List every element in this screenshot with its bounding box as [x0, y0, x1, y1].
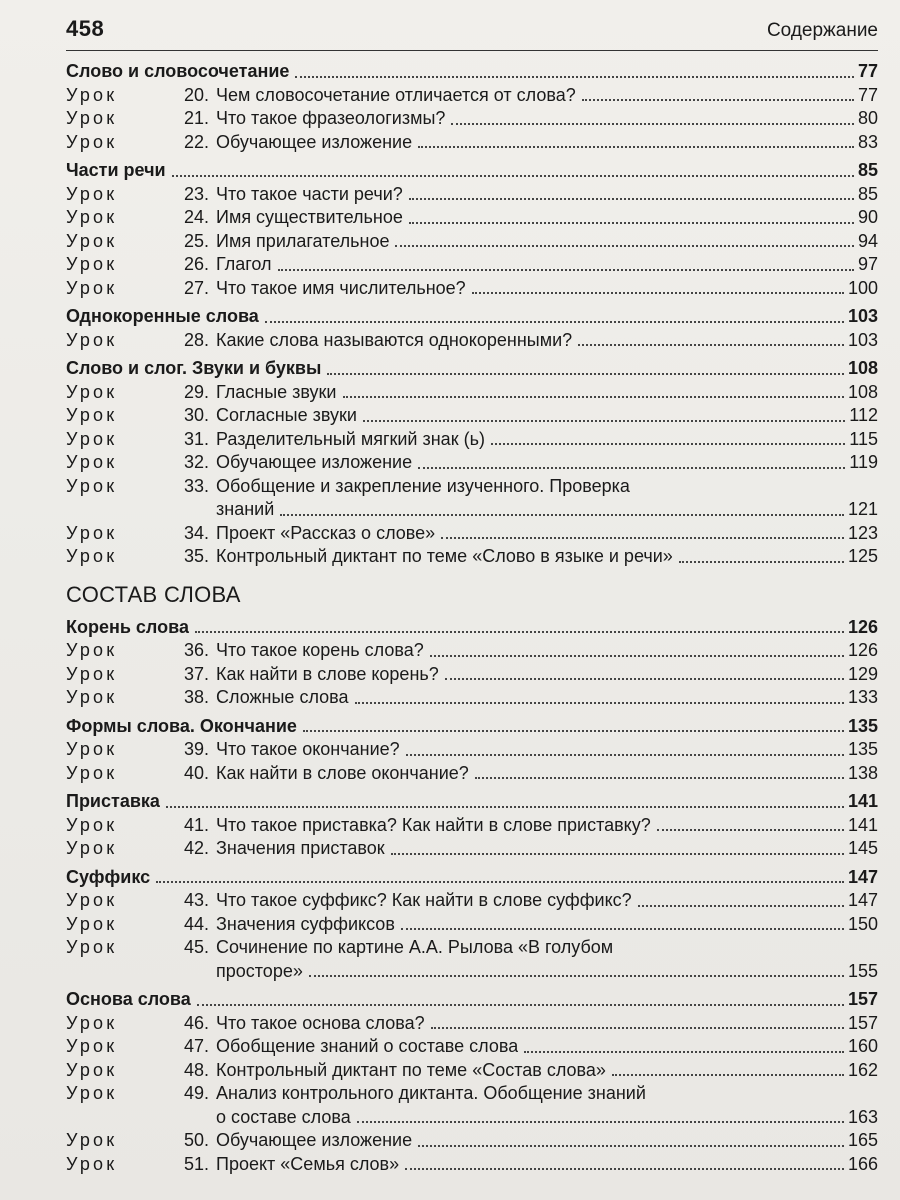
lesson-number: 50.: [184, 1130, 210, 1150]
lesson-label: Урок: [66, 183, 118, 204]
part-heading: [66, 579, 878, 611]
dot-leader: [166, 806, 844, 808]
lesson-label: Урок: [66, 277, 118, 298]
toc-lesson-entry[interactable]: [66, 206, 878, 230]
dot-leader: [172, 175, 854, 177]
lesson-number: 27.: [184, 277, 210, 298]
page-reference: 103: [847, 329, 878, 350]
dot-leader: [612, 1074, 844, 1076]
dot-leader: [418, 467, 845, 469]
lesson-number: 39.: [184, 739, 210, 759]
toc-lesson-entry[interactable]: [66, 545, 878, 569]
lesson-title-line2: о составе слова: [216, 1106, 351, 1127]
page-number: 458: [66, 16, 105, 41]
lesson-title: Что такое корень слова?: [216, 640, 424, 660]
lesson-number: 41.: [184, 814, 210, 835]
toc-lesson-entry[interactable]: [66, 1059, 878, 1083]
page-reference: 85: [857, 160, 878, 180]
dot-leader: [491, 443, 845, 445]
running-title: Содержание: [766, 20, 878, 41]
lesson-number: 33.: [184, 475, 210, 496]
lesson-number: 34.: [184, 522, 210, 543]
page-reference: 141: [847, 814, 878, 835]
lesson-title: Глагол: [216, 254, 272, 274]
dot-leader: [409, 222, 854, 224]
page-reference: 85: [857, 183, 878, 204]
page-reference: 145: [847, 838, 878, 858]
lesson-label: Урок: [66, 937, 118, 957]
lesson-label: Урок: [66, 687, 118, 707]
lesson-title: Анализ контрольного диктанта. Обобщение знаний: [216, 1083, 646, 1103]
lesson-label: Урок: [66, 108, 118, 128]
section-title: Основа слова: [66, 989, 191, 1009]
page-reference: 112: [849, 405, 878, 425]
toc-lesson-entry[interactable]: [66, 814, 878, 838]
page-reference: 94: [857, 230, 878, 251]
lesson-number: 24.: [184, 207, 210, 227]
section-title: Корень слова: [66, 616, 189, 637]
page-reference: 160: [847, 1036, 878, 1056]
page-reference: 138: [847, 762, 878, 783]
lesson-title: Обучающее изложение: [216, 452, 413, 472]
lesson-number: 21.: [184, 108, 210, 128]
lesson-title: Сложные слова: [216, 687, 349, 707]
section-title: Части речи: [66, 160, 166, 180]
lesson-number: 49.: [184, 1083, 210, 1103]
page-reference: 166: [847, 1153, 878, 1174]
lesson-title: Контрольный диктант по теме «Состав слова»: [216, 1059, 606, 1080]
lesson-number: 22.: [184, 131, 210, 152]
page-reference: 129: [847, 663, 878, 684]
lesson-title: Обучающее изложение: [216, 1130, 413, 1150]
page-reference: 135: [847, 739, 878, 759]
toc-lesson-entry[interactable]: [66, 107, 878, 131]
lesson-title: Обобщение и закрепление изученного. Проверка: [216, 475, 630, 496]
lesson-label: Урок: [66, 1083, 118, 1103]
page-reference: 150: [847, 913, 878, 934]
lesson-label: Урок: [66, 207, 118, 227]
toc-section-entry[interactable]: [66, 988, 878, 1012]
toc-lesson-entry[interactable]: [66, 663, 878, 687]
dot-leader: [524, 1051, 844, 1053]
lesson-number: 28.: [184, 329, 210, 350]
dot-leader: [578, 344, 844, 346]
page-reference: 108: [847, 358, 878, 378]
toc-lesson-entry[interactable]: [66, 1082, 878, 1106]
toc-lesson-entry[interactable]: [66, 131, 878, 155]
lesson-number: 31.: [184, 428, 210, 449]
dot-leader: [418, 146, 854, 148]
toc-lesson-entry[interactable]: [66, 183, 878, 207]
lesson-title: Значения суффиксов: [216, 913, 395, 934]
lesson-title: Какие слова называются однокоренными?: [216, 329, 573, 350]
dot-leader: [679, 561, 844, 563]
lesson-title: Сочинение по картине А.А. Рылова «В голубом: [216, 937, 614, 957]
toc-lesson-entry[interactable]: [66, 762, 878, 786]
lesson-title: Гласные звуки: [216, 381, 337, 402]
page-reference: 157: [847, 1012, 878, 1033]
page-reference: 77: [857, 84, 878, 105]
lesson-number: 20.: [184, 84, 210, 105]
lesson-label: Урок: [66, 381, 118, 402]
dot-leader: [280, 514, 844, 516]
lesson-label: Урок: [66, 838, 118, 858]
lesson-title: Что такое основа слова?: [216, 1012, 425, 1033]
lesson-title: Имя прилагательное: [216, 230, 390, 251]
toc-lesson-entry[interactable]: [66, 837, 878, 861]
page-reference: 126: [847, 616, 878, 637]
lesson-label: Урок: [66, 230, 118, 251]
toc-lesson-entry[interactable]: [66, 639, 878, 663]
lesson-number: 29.: [184, 381, 210, 402]
lesson-number: 37.: [184, 663, 210, 684]
page-reference: 83: [857, 131, 878, 152]
dot-leader: [406, 754, 844, 756]
lesson-label: Урок: [66, 84, 118, 105]
lesson-title-continuation[interactable]: [66, 960, 878, 984]
lesson-number: 47.: [184, 1036, 210, 1056]
lesson-label: Урок: [66, 1153, 118, 1174]
lesson-label: Урок: [66, 890, 118, 910]
section-title: Слово и словосочетание: [66, 61, 290, 81]
dot-leader: [657, 829, 844, 831]
lesson-label: Урок: [66, 1059, 118, 1080]
page-reference: 97: [857, 254, 878, 274]
page-reference: 163: [847, 1106, 878, 1127]
lesson-label: Урок: [66, 1012, 118, 1033]
part-title: СОСТАВ СЛОВА: [66, 581, 241, 607]
lesson-title: Проект «Семья слов»: [216, 1153, 400, 1174]
lesson-title-line2: знаний: [216, 499, 275, 519]
dot-leader: [357, 1121, 844, 1123]
toc-lesson-entry[interactable]: [66, 1035, 878, 1059]
lesson-label: Урок: [66, 1036, 118, 1056]
lesson-label: Урок: [66, 405, 118, 425]
dot-leader: [327, 373, 844, 375]
page-reference: 157: [847, 989, 878, 1009]
page-reference: 80: [857, 108, 878, 128]
section-title: Формы слова. Окончание: [66, 715, 297, 736]
toc-lesson-entry[interactable]: [66, 404, 878, 428]
lesson-title: Имя существительное: [216, 207, 403, 227]
dot-leader: [309, 975, 844, 977]
dot-leader: [197, 1004, 844, 1006]
section-title: Слово и слог. Звуки и буквы: [66, 358, 322, 378]
lesson-title-line2: просторе»: [216, 960, 303, 981]
dot-leader: [638, 905, 844, 907]
lesson-number: 42.: [184, 838, 210, 858]
page-reference: 90: [857, 207, 878, 227]
page-reference: 147: [847, 866, 878, 887]
dot-leader: [582, 99, 854, 101]
dot-leader: [303, 730, 844, 732]
dot-leader: [156, 881, 844, 883]
toc-section-entry[interactable]: [66, 159, 878, 183]
page-reference: 155: [847, 960, 878, 981]
lesson-number: 46.: [184, 1012, 210, 1033]
page-reference: 147: [847, 890, 878, 910]
toc-lesson-entry[interactable]: [66, 913, 878, 937]
toc-lesson-entry[interactable]: [66, 84, 878, 108]
toc-lesson-entry[interactable]: [66, 686, 878, 710]
lesson-number: 35.: [184, 546, 210, 566]
dot-leader: [445, 678, 844, 680]
lesson-number: 32.: [184, 452, 210, 472]
page-reference: 115: [849, 428, 878, 449]
lesson-label: Урок: [66, 640, 118, 660]
lesson-number: 40.: [184, 762, 210, 783]
dot-leader: [475, 777, 844, 779]
dot-leader: [430, 655, 844, 657]
lesson-number: 38.: [184, 687, 210, 707]
toc-section-entry[interactable]: [66, 866, 878, 890]
toc-lesson-entry[interactable]: [66, 428, 878, 452]
toc-lesson-entry[interactable]: [66, 889, 878, 913]
page-reference: 162: [847, 1059, 878, 1080]
lesson-label: Урок: [66, 475, 118, 496]
page-reference: 108: [847, 381, 878, 402]
lesson-number: 25.: [184, 230, 210, 251]
lesson-label: Урок: [66, 131, 118, 152]
toc-lesson-entry[interactable]: [66, 1129, 878, 1153]
toc-section-entry[interactable]: [66, 616, 878, 640]
lesson-title: Обучающее изложение: [216, 131, 413, 152]
lesson-number: 23.: [184, 183, 210, 204]
lesson-title: Значения приставок: [216, 838, 385, 858]
dot-leader: [418, 1145, 844, 1147]
lesson-number: 43.: [184, 890, 210, 910]
lesson-label: Урок: [66, 739, 118, 759]
section-title: Однокоренные слова: [66, 306, 259, 326]
dot-leader: [278, 269, 854, 271]
lesson-title: Обобщение знаний о составе слова: [216, 1036, 519, 1056]
lesson-label: Урок: [66, 254, 118, 274]
page-reference: 100: [847, 277, 878, 298]
toc-lesson-entry[interactable]: [66, 381, 878, 405]
toc-lesson-entry[interactable]: [66, 230, 878, 254]
lesson-title: Что такое приставка? Как найти в слове приставку?: [216, 814, 651, 835]
lesson-label: Урок: [66, 522, 118, 543]
page-reference: 133: [847, 687, 878, 707]
toc-lesson-entry[interactable]: [66, 936, 878, 960]
dot-leader: [343, 396, 844, 398]
dot-leader: [295, 76, 854, 78]
section-title: Суффикс: [66, 866, 151, 887]
lesson-label: Урок: [66, 762, 118, 783]
dot-leader: [391, 853, 844, 855]
page-header: [66, 14, 878, 51]
lesson-number: 48.: [184, 1059, 210, 1080]
dot-leader: [441, 537, 844, 539]
lesson-title: Что такое суффикс? Как найти в слове суффикс?: [216, 890, 632, 910]
lesson-label: Урок: [66, 1130, 118, 1150]
dot-leader: [451, 123, 854, 125]
lesson-title: Что такое имя числительное?: [216, 277, 466, 298]
lesson-number: 44.: [184, 913, 210, 934]
lesson-label: Урок: [66, 814, 118, 835]
dot-leader: [363, 420, 845, 422]
lesson-label: Урок: [66, 546, 118, 566]
dot-leader: [195, 631, 844, 633]
lesson-number: 45.: [184, 937, 210, 957]
page-reference: 121: [847, 499, 878, 519]
toc-lesson-entry[interactable]: [66, 451, 878, 475]
toc-section-entry[interactable]: [66, 715, 878, 739]
lesson-label: Урок: [66, 913, 118, 934]
lesson-label: Урок: [66, 663, 118, 684]
lesson-title: Проект «Рассказ о слове»: [216, 522, 436, 543]
toc-lesson-entry[interactable]: [66, 1012, 878, 1036]
toc-lesson-entry[interactable]: [66, 277, 878, 301]
page-reference: 119: [849, 452, 878, 472]
dot-leader: [401, 928, 844, 930]
section-title: Приставка: [66, 791, 160, 811]
page-reference: 125: [847, 546, 878, 566]
lesson-label: Урок: [66, 329, 118, 350]
table-of-contents: [66, 60, 878, 1176]
lesson-title: Что такое фразеологизмы?: [216, 108, 446, 128]
lesson-title-continuation[interactable]: [66, 498, 878, 522]
lesson-title: Чем словосочетание отличается от слова?: [216, 84, 576, 105]
lesson-label: Урок: [66, 452, 118, 472]
lesson-title: Контрольный диктант по теме «Слово в языке и речи»: [216, 546, 673, 566]
toc-lesson-entry[interactable]: [66, 1153, 878, 1177]
dot-leader: [395, 245, 853, 247]
dot-leader: [409, 198, 854, 200]
toc-section-entry[interactable]: [66, 305, 878, 329]
page-reference: 103: [847, 306, 878, 326]
page-reference: 123: [847, 522, 878, 543]
toc-lesson-entry[interactable]: [66, 738, 878, 762]
toc-lesson-entry[interactable]: [66, 522, 878, 546]
dot-leader: [265, 321, 844, 323]
lesson-number: 30.: [184, 405, 210, 425]
lesson-title: Разделительный мягкий знак (ь): [216, 428, 485, 449]
lesson-label: Урок: [66, 428, 118, 449]
lesson-title: Как найти в слове корень?: [216, 663, 439, 684]
lesson-title: Что такое окончание?: [216, 739, 400, 759]
lesson-title: Что такое части речи?: [216, 183, 403, 204]
toc-lesson-entry[interactable]: [66, 475, 878, 499]
dot-leader: [405, 1168, 844, 1170]
dot-leader: [472, 292, 844, 294]
lesson-number: 51.: [184, 1153, 210, 1174]
lesson-number: 36.: [184, 640, 210, 660]
lesson-number: 26.: [184, 254, 210, 274]
page-reference: 135: [847, 715, 878, 736]
page-reference: 126: [847, 640, 878, 660]
dot-leader: [355, 702, 844, 704]
lesson-title-continuation[interactable]: [66, 1106, 878, 1130]
toc-lesson-entry[interactable]: [66, 253, 878, 277]
toc-section-entry[interactable]: [66, 60, 878, 84]
page-reference: 141: [847, 791, 878, 811]
dot-leader: [431, 1027, 844, 1029]
toc-section-entry[interactable]: [66, 357, 878, 381]
toc-section-entry[interactable]: [66, 790, 878, 814]
page-reference: 77: [857, 61, 878, 81]
page-reference: 165: [847, 1130, 878, 1150]
lesson-title: Согласные звуки: [216, 405, 357, 425]
lesson-title: Как найти в слове окончание?: [216, 762, 469, 783]
toc-lesson-entry[interactable]: [66, 329, 878, 353]
